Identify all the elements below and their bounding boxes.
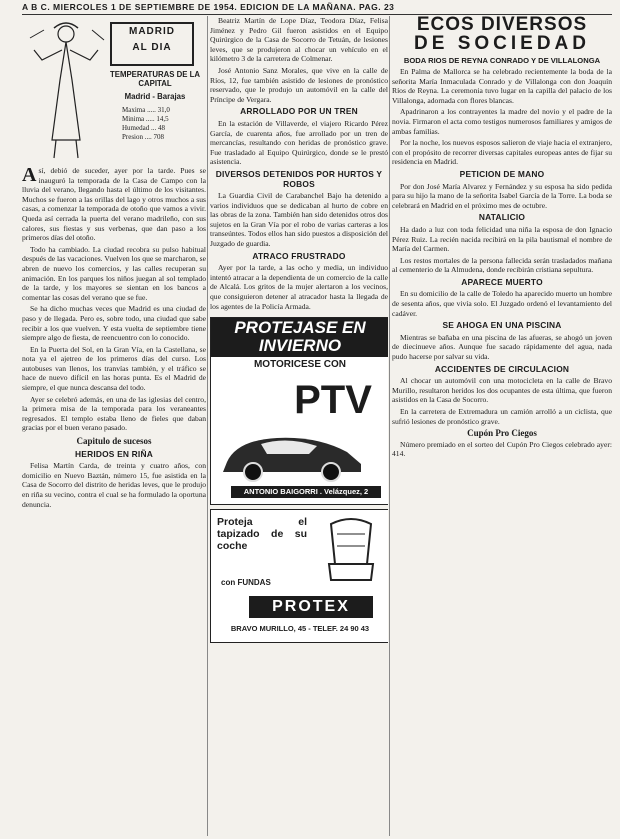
article-paragraph: En la carretera de Extremadura un camión arrolló a un ciclista, que sufrió lesiones de pronóstico grave.	[392, 407, 612, 426]
page-header: A B C. MIERCOLES 1 DE SEPTIEMBRE DE 1954. EDICION DE LA MAÑANA. PAG. 23	[22, 2, 395, 12]
article-paragraph: Beatriz Martín de Lope Díaz, Teodora Díaz, Felisa Jiménez y Pedro Gil fueron asistidos en el Equipo Quirúrgico de la Casa de Socorro de Tetuán, de lesiones leves, que se produjeron al chocar un vehículo en el kilómetro 3 de la carretera de Colmenar.	[210, 16, 388, 64]
article-paragraph: Apadrinaron a los contrayentes la madre del novio y el padre de la novia. Firmaron el acta como testigos numerosos familiares y amigos de ambas familias.	[392, 107, 612, 136]
article-paragraph: Los restos mortales de la persona fallecida serán trasladados mañana al cementerio de la Almudena, donde recibirán cristiana sepultura.	[392, 255, 612, 275]
temperature-row: Presion .... 708	[122, 133, 164, 141]
article-paragraph: Por la noche, los nuevos esposos salieron de viaje hacia el extranjero, con el propósito de recorrer diversas capitales europeas antes de fijar su residencia en Madrid.	[392, 138, 612, 167]
ptv-logo: PTV	[294, 378, 372, 423]
column-madrid-al-dia	[22, 16, 206, 836]
article-paragraph: Número premiado en el sorteo del Cupón Pro Ciegos celebrado ayer: 414.	[392, 439, 612, 459]
temperatures-station: Madrid - Barajas	[124, 92, 186, 101]
article-paragraph: Todo ha cambiado. La ciudad recobra su pulso habitual después de las vacaciones. Vuelven los que se marcharon, se abren de nuevo los comercios, y las calles recuperan su animación. En los parques los niños juegan al sol templado de la tarde, y los mayores se sientan en los bancos a comentar las cosas del verano que se fue.	[22, 244, 206, 302]
car-icon	[217, 422, 367, 482]
column-ecos-sociedad	[392, 16, 612, 836]
sucesos-paragraph: Felisa Martín Carda, de treinta y cuatro años, con domicilio en Nuevo Baztán, número 15, fue asistida en la Casa de Socorro del distrito de heridas leves, que le produjo en riña su vecino, contra el cual se ha formulado la oportuna denuncia.	[22, 461, 206, 509]
column-divider	[389, 16, 390, 836]
article-paragraph: Ayer por la tarde, a las ocho y media, un individuo intentó atracar a la dependienta de un comercio de la calle de Alcalá. Los gritos de la mujer alertaron a los vecinos, que consiguieron detener al atracador hasta la llegada de los agentes de la Policía Armada.	[210, 263, 388, 311]
column-divider	[207, 16, 208, 836]
ad-headline-line2: INVIERNO	[258, 336, 342, 356]
article-paragraph: La Guardia Civil de Carabanchel Bajo ha detenido a varios individuos que se dedicaban al hurto de cobre en las obras de la zona. También han sido detenidos otros dos sujetos en la Gran Vía por el robo de varias carteras a los transeúntes. Todos ellos han sido puestos a disposición del Juzgado de guardia.	[210, 191, 388, 249]
protex-advertisement	[210, 509, 388, 643]
column-sucesos	[210, 16, 388, 836]
ad-headline-line1: PROTEJASE EN	[234, 318, 366, 338]
article-paragraph: En Palma de Mallorca se ha celebrado recientemente la boda de la señorita María Inmaculada Conrado y de Villalonga con don Joaquín Ríos de Reyna. La ceremonia tuvo lugar en la capilla del palacio de los Villalonga, adornada con flores blancas.	[392, 67, 612, 105]
subheading-natalicio: NATALICIO	[478, 212, 526, 223]
section-name-line1: MADRID	[129, 26, 175, 37]
temperatures-heading	[106, 70, 204, 101]
article-paragraph: En su domicilio de la calle de Toledo ha aparecido muerto un hombre de sesenta años, que vivía solo. El Juzgado ordenó el levantamiento del cadáver.	[392, 289, 612, 318]
sucesos-heading: Capitulo de sucesos	[76, 436, 152, 447]
drop-cap: A	[22, 164, 37, 186]
ptv-advertisement	[210, 317, 388, 505]
subheading-aparece-muerto: APARECE MUERTO	[461, 276, 543, 287]
subheading-se-ahoga: SE AHOGA EN UNA PISCINA	[442, 320, 562, 331]
article-paragraph: En la Puerta del Sol, en la Gran Vía, en la Castellana, se nota ya el ajetreo de los primeros días del curso. Los autobuses van llenos, los tranvías también, y el tráfico se hace de nuevo difícil en las horas punta. Es el Madrid de siempre, el que nunca descansa del todo.	[22, 344, 206, 393]
article-paragraph: Al chocar un automóvil con una motocicleta en la calle de Bravo Murillo, resultaron heridos los dos ocupantes de esta última, que fueron asistidos en la Casa de Socorro.	[392, 376, 612, 405]
woman-illustration	[26, 20, 106, 160]
subheading-peticion: PETICION DE MANO	[459, 168, 545, 179]
ad-dealer: ANTONIO BAIGORRI . Velázquez, 2	[231, 486, 381, 498]
sucesos-subheading: HERIDOS EN RIÑA	[75, 448, 153, 459]
article-paragraph: Ayer se celebró además, en una de las iglesias del centro, la primera misa de la temporada para los veraneantes regresados. El templo estaba lleno de fieles que daban gracias por el buen verano pasado.	[22, 394, 206, 433]
subheading-boda: BODA RIOS DE REYNA CONRADO Y DE VILLALONGA	[403, 56, 601, 65]
protex-logo: PROTEX	[249, 596, 373, 618]
madrid-al-dia-box	[110, 22, 194, 66]
ad-headline: Proteja el tapizado de su coche	[217, 516, 307, 553]
article-paragraph: En la estación de Villaverde, el viajero Ricardo Pérez García, de cuarenta años, fue arrollado por un tren de mercancías, resultando con heridas de pronóstico grave. Fue trasladado al Equipo Quirúrgico, donde se le prestó asistencia.	[210, 118, 388, 167]
subheading-cupon: Cupón Pro Ciegos	[467, 428, 537, 439]
madrid-al-dia-masthead	[22, 16, 206, 166]
paragraph-text: sí, debió de suceder, ayer por la tarde. Pues se inauguró la temporada de la Casa de Campo con la lluvia del verano, llegando hasta el último de los visitantes. Muchos se fueron a las orillas del lago y otros muchos a sus casas, a comenzar la temporada de otoño que vamos a vivir. Queda así cerrada la puerta del verano madrileño, con sus calores, sus fiestas y sus verbenas, que dan paso a los primeros días del otoño.	[22, 166, 206, 243]
section-title-line1: ECOS DIVERSOS	[416, 16, 588, 35]
section-name-line2: AL DIA	[132, 42, 172, 53]
article-paragraph: Por don José María Alvarez y Fernández y su esposa ha sido pedida para su hijo la mano de la señorita Isabel García de la Torre. La boda se celebrará en Madrid en el próximo mes de octubre.	[392, 181, 612, 210]
ad-tagline: MOTORICESE CON	[253, 359, 347, 371]
temperatures-title: TEMPERATURAS DE LA CAPITAL	[110, 70, 200, 88]
subheading-accidentes: ACCIDENTES DE CIRCULACION	[434, 363, 570, 374]
temperature-row: Humedad ... 48	[122, 124, 165, 132]
subheading-arrollado: ARROLLADO POR UN TREN	[240, 106, 358, 117]
section-title-line2: DE SOCIEDAD	[414, 33, 590, 54]
intro-paragraph	[22, 166, 206, 243]
ad-address: BRAVO MURILLO, 45 - TELEF. 24 90 43	[230, 624, 370, 634]
article-paragraph: Ha dado a luz con toda felicidad una niña la esposa de don Ignacio Pérez Ruiz. La recién nacida recibirá en la pila bautismal el nombre de María del Carmen.	[392, 224, 612, 254]
temperature-table	[122, 106, 202, 142]
temperature-row: Maxima ..... 31,0	[122, 106, 170, 114]
subheading-detenidos: DIVERSOS DETENIDOS POR HURTOS Y ROBOS	[215, 168, 383, 189]
temperature-row: Minima ..... 14,5	[122, 115, 169, 123]
header-rule	[22, 14, 612, 15]
article-paragraph: José Antonio Sanz Morales, que vive en la calle de Ríos, 12, fue también asistido de lesiones de pronóstico reservado, que le produjo un automóvil en la calle del Príncipe de Vergara.	[210, 65, 388, 104]
ad-product: con FUNDAS	[221, 578, 271, 588]
article-paragraph: Se ha dicho muchas veces que Madrid es una ciudad de paso y de llegada. Pero es, sobre todo, una ciudad que sabe recibir a los que vuelven. Y esta vuelta de septiembre tiene siempre algo de fiesta, de reencuentro con lo conocido.	[22, 304, 206, 343]
article-paragraph: Mientras se bañaba en una piscina de las afueras, se ahogó un joven de diecinueve años. Aunque fue sacado rápidamente del agua, nada pudo hacerse por salvar su vida.	[392, 332, 612, 362]
subheading-atraco: ATRACO FRUSTRADO	[252, 250, 346, 261]
ad-headline-block	[211, 318, 388, 357]
seat-icon	[321, 514, 381, 594]
